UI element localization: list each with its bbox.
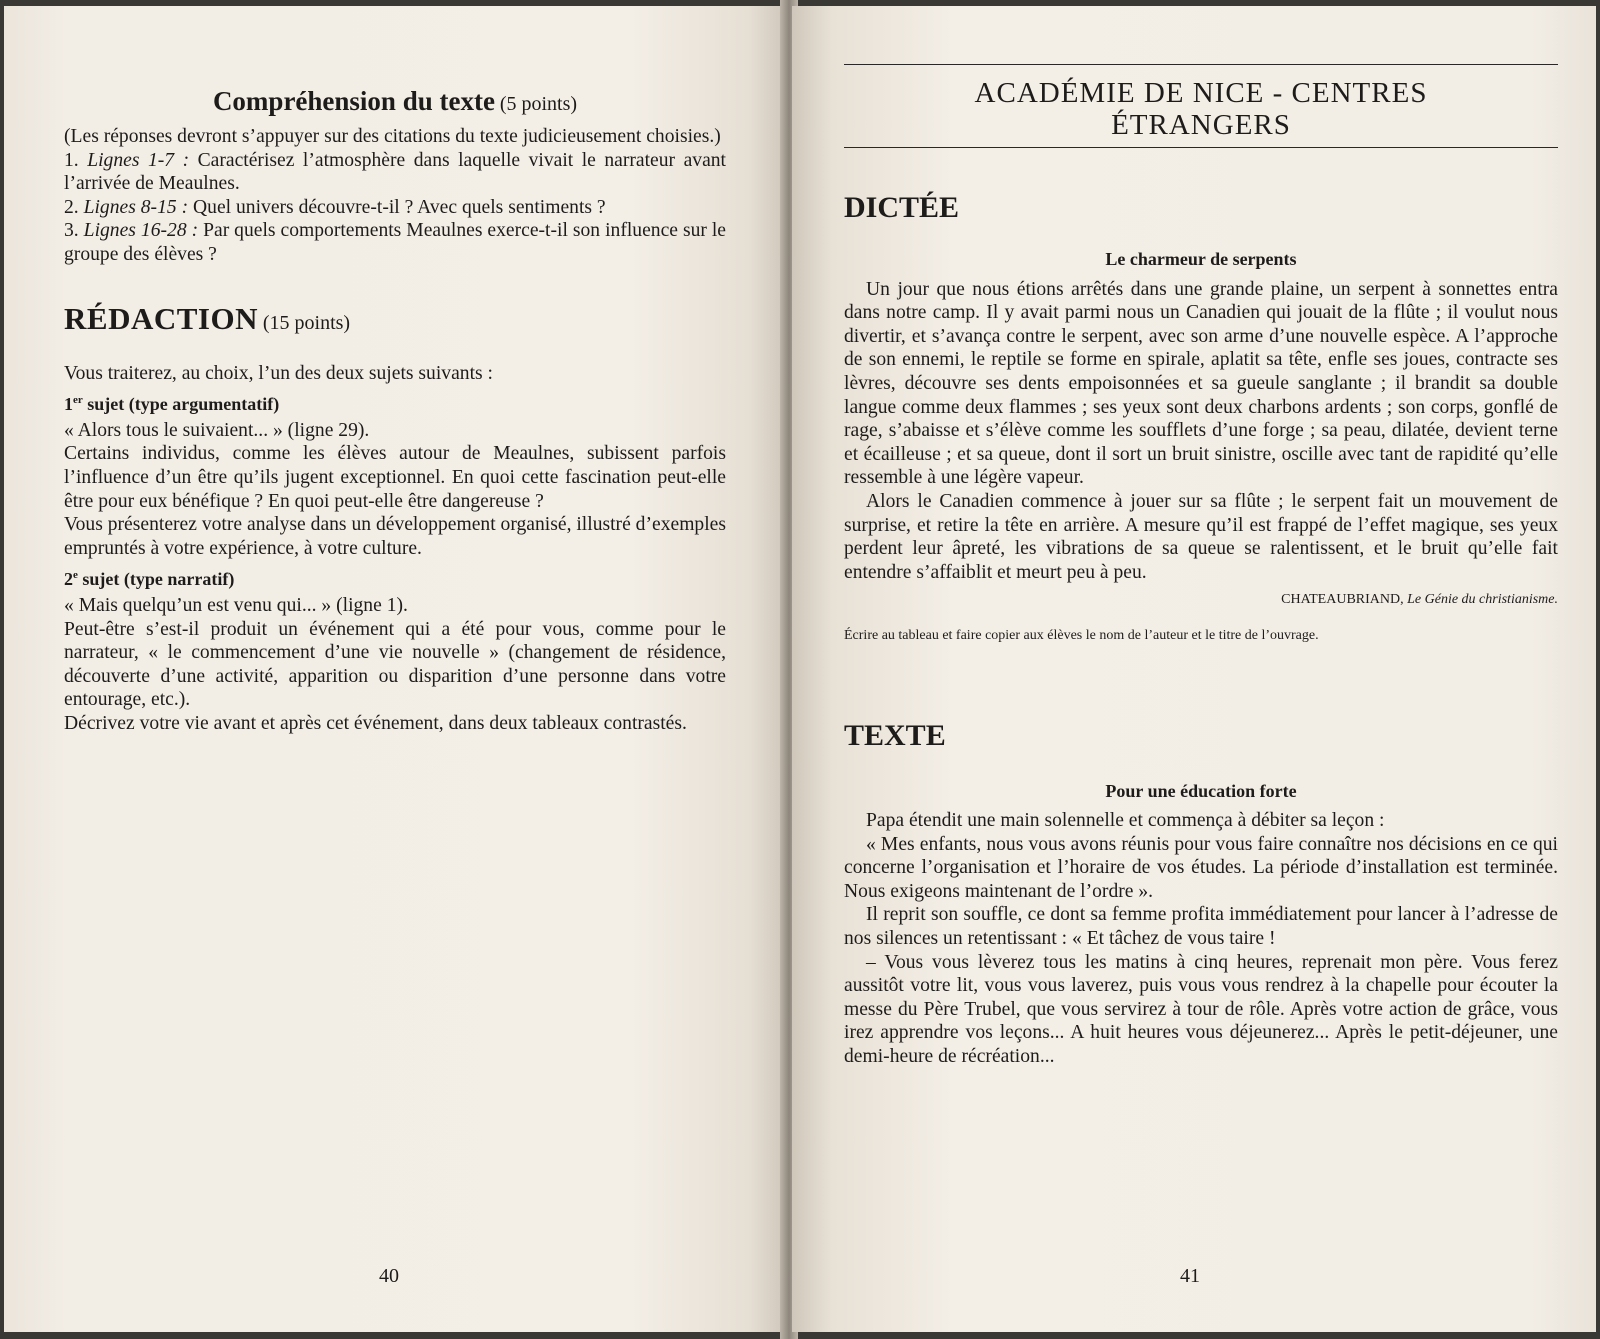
dictee-paragraph-1: Un jour que nous étions arrêtés dans une grande plaine, un serpent à sonnettes entra dans notre camp. Il y avait parmi nous un Canadien qui jouait de la flûte ; il voulut nous divertir, et s’avança contre le serpent, avec son arme d’une nouvelle espèce. A l’approche de son ennemi, le reptile se forme en spirale, aplatit sa tête, enfle ses joues, contracte ses lèvres, découvre ses dents empoisonnées et sa gueule sanglante ; il brandit sa double langue comme deux flammes ; ses yeux sont deux charbons ardents ; son corps, gonflé de rage, s’abaisse et s’élève comme les soufflets d’une forge ; sa peau, dilatée, devient terne et écailleuse ; et sa queue, dont il sort un bruit sinistre, oscille avec tant de rapidité qu’elle ressemble à une légère vapeur. [844,278,1558,489]
subject-1-quote: « Alors tous le suivaient... » (ligne 29). [64,419,370,441]
question-2-text: Quel univers découvre-t-il ? Avec quels sentiments ? [193,196,606,218]
subject-2-text: Peut-être s’est-il produit un événement qui a été pour vous, comme pour le narrateur, « le commencement d’une vie nouvelle » (changement de résidence, découverte d’une activité, apparition ou disparition d’une personne dans votre entourage, etc.). [64,618,726,711]
subject-2-title: sujet (type narratif) [82,569,235,590]
texte-paragraph-4: – Vous vous lèverez tous les matins à cinq heures, reprenait mon père. Vous ferez aussitôt votre lit, vous vous laverez, puis vous vous rendrez à la chapelle pour écouter la messe du Père Trubel, que vous servirez à tour de rôle. Après votre action de grâce, vous irez apprendre vos leçons... A huit heures vous déjeunerez... Après le petit-déjeuner, une demi-heure de récréation... [844,951,1558,1068]
redaction-title: RÉDACTION [64,300,258,336]
question-1-ref: Lignes 1-7 : [87,149,190,171]
texte-title: Pour une éducation forte [1105,780,1297,801]
redaction-points: (15 points) [262,311,351,334]
dictee-author: CHATEAUBRIAND, [1281,592,1404,608]
redaction-heading [64,300,726,340]
left-page [4,6,788,1332]
comprehension-heading [64,86,726,120]
right-page [792,6,1596,1332]
subject-1-heading [64,389,726,417]
question-1: 1. Lignes 1-7 : Caractérisez l’atmosphère dans laquelle vivait le narrateur avant l’arrivée de Meaulnes. [64,149,727,195]
dictee-note: Écrire au tableau et faire copier aux élèves le nom de l’auteur et le titre de l’ouvrage. [844,627,1319,643]
dictee-paragraph-2: Alors le Canadien commence à jouer sur sa flûte ; le serpent fait un mouvement de surprise, et retire la tête en arrière. A mesure qu’il est frappé de l’effet magique, ses yeux perdent leur âpreté, les vibrations de sa queue se ralentissent, et le bruit qu’elle fait entendre s’affaiblit et meurt peu à peu. [844,490,1558,583]
dictee-title: Le charmeur de serpents [1105,249,1297,269]
subject-2-instructions: Décrivez votre vie avant et après cet événement, dans deux tableaux contrastés. [64,712,687,734]
subject-1-instructions: Vous présenterez votre analyse dans un développement organisé, illustré d’exemples empruntés à votre expérience, à votre culture. [64,514,726,559]
question-1-text: Caractérisez l’atmosphère dans laquelle vivait le narrateur avant l’arrivée de Meaulnes. [64,149,727,195]
dictee-work: Le Génie du christianisme. [1407,592,1558,608]
redaction-intro: Vous traiterez, au choix, l’un des deux sujets suivants : [64,362,493,384]
left-page-content [64,86,726,735]
subject-2-number: 2 [64,569,73,590]
academy-line-2: ÉTRANGERS [1111,109,1291,141]
question-3-text: Par quels comportements Meaulnes exerce-t-il son influence sur le groupe des élèves ? [64,220,727,265]
question-2-ref: Lignes 8-15 : [83,196,189,218]
subject-2-ordinal: e [73,569,78,582]
comprehension-intro: (Les réponses devront s’appuyer sur des citations du texte judicieusement choisies.) [64,126,721,147]
dictee-attribution [844,588,1558,612]
dictee-heading: DICTÉE [844,191,960,224]
texte-paragraph-2: « Mes enfants, nous vous avons réunis pour vous faire connaître nos décisions en ce qui concerne l’organisation et l’horaire de vos études. La période d’installation est terminée. Nous exigeons maintenant de l’ordre ». [844,833,1558,902]
texte-paragraph-1: Papa étendit une main solennelle et commença à débiter sa leçon : [866,810,1385,832]
question-3-ref: Lignes 16-28 : [83,220,199,242]
question-3: 3. Lignes 16-28 : Par quels comportements Meaulnes exerce-t-il son influence sur le groupe des élèves ? [64,220,727,265]
subject-2-heading [64,564,726,592]
subject-2-quote: « Mais quelqu’un est venu qui... » (ligne 1). [64,594,408,616]
subject-1-title: sujet (type argumentatif) [87,394,280,415]
right-page-content [844,64,1558,1069]
academy-line-1: ACADÉMIE DE NICE - CENTRES [974,77,1428,109]
comprehension-title: Compréhension du texte [212,86,495,116]
academy-heading [844,65,1558,147]
subject-1-number: 1 [64,394,73,415]
subject-1-ordinal: er [73,394,83,407]
comprehension-points: (5 points) [499,93,578,115]
page-number-left: 40 [379,1265,399,1287]
texte-heading: TEXTE [844,718,946,752]
page-number-right: 41 [1180,1265,1200,1287]
bottom-rule [844,147,1558,148]
subject-1-text: Certains individus, comme les élèves autour de Meaulnes, subissent parfois l’influence d’un être qu’ils jugent exceptionnel. En quoi cette fascination peut-elle être pour eux bénéfique ? En quoi peut-elle être dangereuse ? [64,443,726,512]
question-2: 2. Lignes 8-15 : Quel univers découvre-t-il ? Avec quels sentiments ? [64,196,606,218]
texte-paragraph-3: Il reprit son souffle, ce dont sa femme profita immédiatement pour lancer à l’adresse de nos silences un retentissant : « Et tâchez de vous taire ! [844,904,1558,950]
